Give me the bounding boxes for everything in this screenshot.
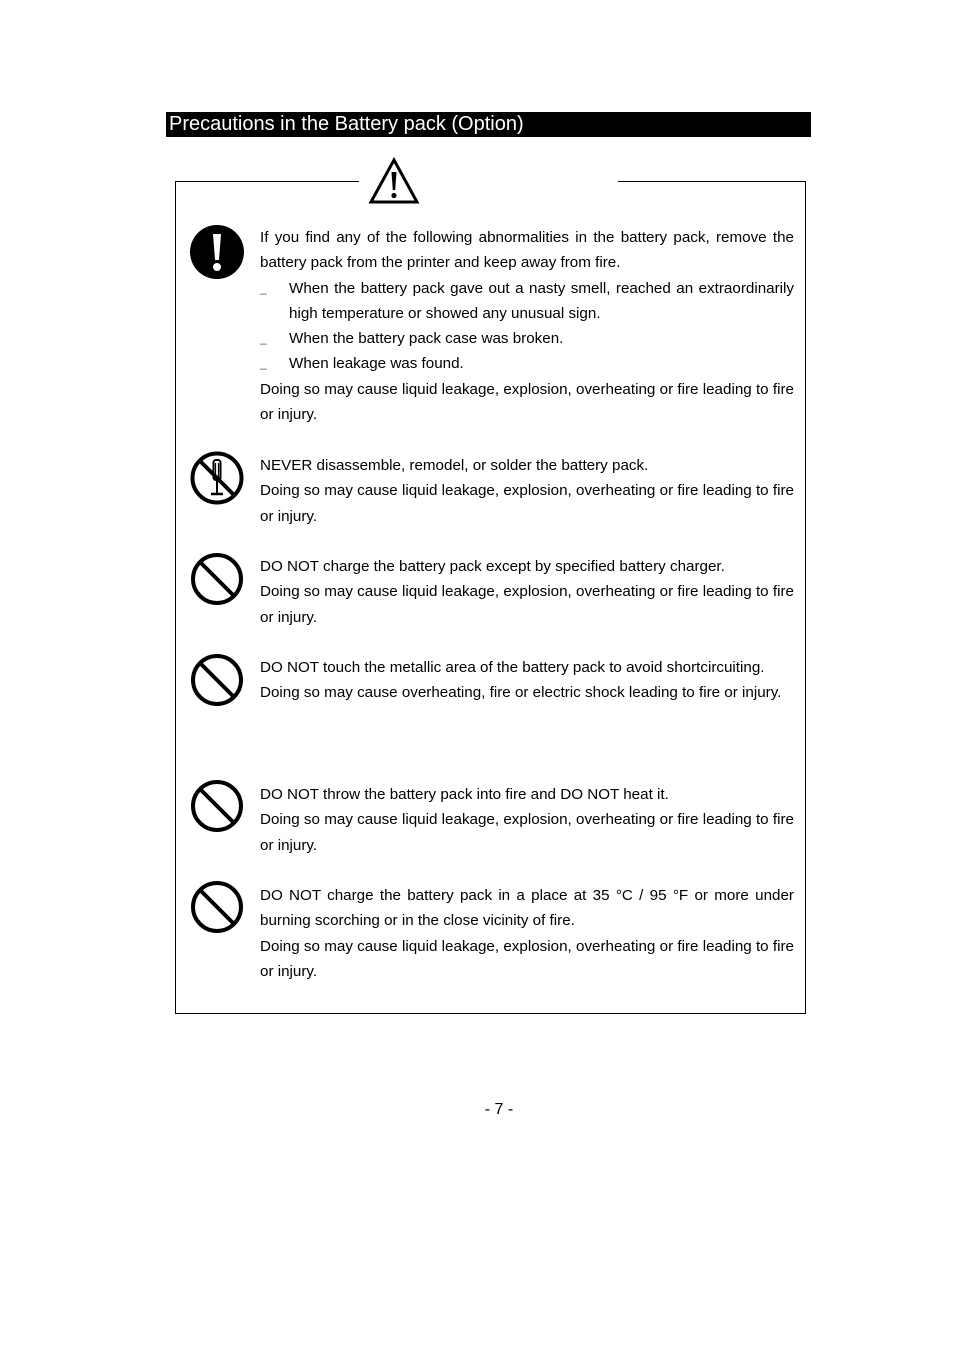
prohibited-icon [189, 652, 245, 708]
precaution-item-4 [260, 655, 794, 706]
precaution-item-3 [260, 554, 794, 630]
consequence-text: Doing so may cause overheating, fire or electric shock leading to fire or injury. [260, 684, 782, 702]
prohibited-icon [189, 778, 245, 834]
mandatory-action-icon [189, 224, 245, 280]
consequence-text: Doing so may cause liquid leakage, explosion, overheating or fire leading to fire or injury. [260, 811, 794, 854]
precaution-item-5 [260, 782, 794, 858]
precaution-text: DO NOT touch the metallic area of the battery pack to avoid shortcircuiting. [260, 659, 765, 676]
bullet-item [260, 326, 794, 351]
bullet-mark: _ [260, 356, 267, 371]
precaution-text: NEVER disassemble, remodel, or solder the battery pack. [260, 457, 649, 474]
bullet-mark: _ [260, 280, 267, 295]
consequence-text: Doing so may cause liquid leakage, explosion, overheating or fire leading to fire or injury. [260, 380, 794, 424]
precaution-text: DO NOT charge the battery pack except by specified battery charger. [260, 558, 725, 575]
prohibited-icon [189, 551, 245, 607]
page-number: - 7 - [484, 1101, 514, 1118]
precaution-item-1 [260, 225, 794, 427]
bullet-item [260, 276, 794, 327]
bullet-text: When the battery pack gave out a nasty smell, reached an extraordinarily high temperature or showed any unusual sign. [289, 279, 794, 322]
precaution-text: DO NOT throw the battery pack into fire and DO NOT heat it. [260, 786, 669, 803]
prohibited-icon [189, 879, 245, 935]
consequence-text: Doing so may cause liquid leakage, explosion, overheating or fire leading to fire or injury. [260, 937, 794, 980]
consequence-text: Doing so may cause liquid leakage, explosion, overheating or fire leading to fire or injury. [260, 482, 794, 525]
precaution-text: If you find any of the following abnormalities in the battery pack, remove the battery pack from the printer and keep away from fire. [260, 229, 794, 272]
precaution-text: DO NOT charge the battery pack in a place at 35 °C / 95 °F or more under burning scorching or in the close vicinity of fire. [260, 887, 794, 930]
consequence-text: Doing so may cause liquid leakage, explosion, overheating or fire leading to fire or injury. [260, 583, 794, 626]
precaution-item-2 [260, 453, 794, 529]
bullet-text: When the battery pack case was broken. [289, 330, 564, 348]
bullet-mark: _ [260, 331, 267, 346]
warning-triangle-icon [368, 157, 420, 205]
bullet-item [260, 351, 794, 376]
precaution-item-6 [260, 883, 794, 984]
no-disassembly-icon [189, 450, 245, 506]
section-title: Precautions in the Battery pack (Option) [166, 112, 811, 137]
bullet-text: When leakage was found. [289, 355, 464, 373]
